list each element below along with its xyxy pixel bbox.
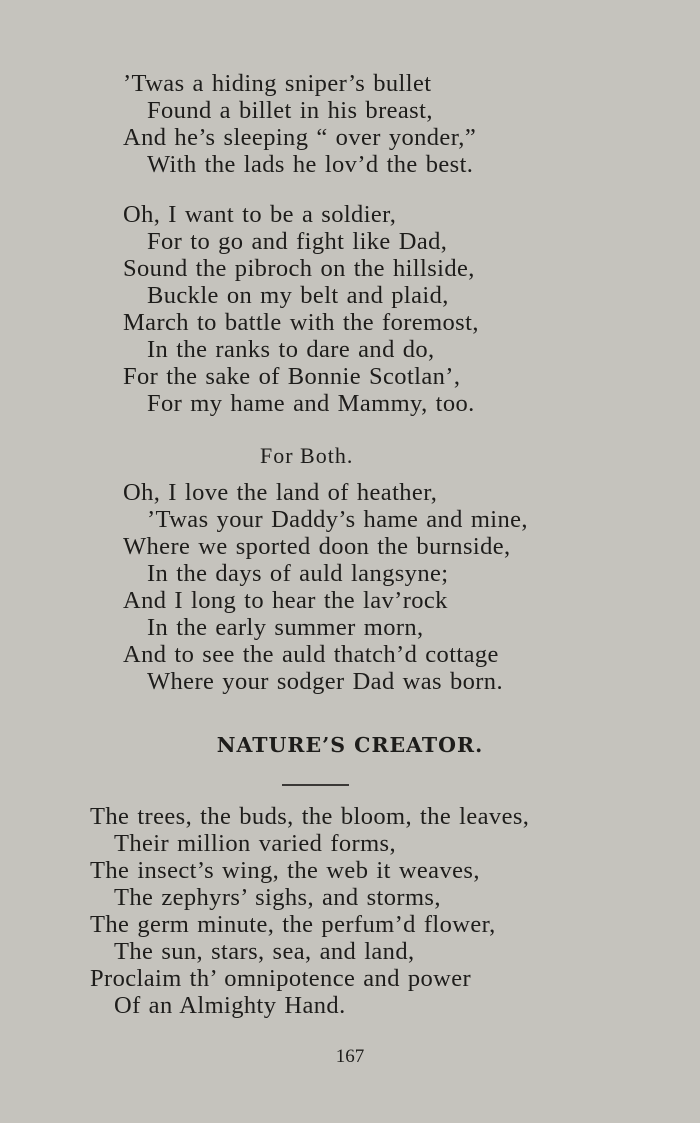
poem-line: Their million varied forms, xyxy=(114,830,397,857)
poem-line: The trees, the buds, the bloom, the leaves, xyxy=(90,803,530,830)
poem-line: In the ranks to dare and do, xyxy=(147,336,435,363)
poem-line: And he’s sleeping “ over yonder,” xyxy=(123,124,477,151)
poem-line: With the lads he lov’d the best. xyxy=(147,151,474,178)
poem-line: March to battle with the foremost, xyxy=(123,309,479,336)
poem-line: The sun, stars, sea, and land, xyxy=(114,938,415,965)
poem-line: In the days of auld langsyne; xyxy=(147,560,449,587)
poem-line: Of an Almighty Hand. xyxy=(114,992,346,1019)
poem-title: NATURE’S CREATOR. xyxy=(216,733,484,757)
poem-line: And I long to hear the lav’rock xyxy=(123,587,448,614)
poem-line: The germ minute, the perfum’d flower, xyxy=(90,911,496,938)
poem-line: For the sake of Bonnie Scotlan’, xyxy=(123,363,461,390)
poem-line: The insect’s wing, the web it weaves, xyxy=(90,857,480,884)
poem-line: ’Twas a hiding sniper’s bullet xyxy=(123,70,432,97)
poem-line: The zephyrs’ sighs, and storms, xyxy=(114,884,441,911)
page-number: 167 xyxy=(335,1046,365,1067)
poem-line: And to see the auld thatch’d cottage xyxy=(123,641,499,668)
poem-line: For my hame and Mammy, too. xyxy=(147,390,475,417)
section-heading-for-both: For Both. xyxy=(260,443,354,468)
title-divider xyxy=(282,784,349,786)
poem-line: Oh, I love the land of heather, xyxy=(123,479,438,506)
poem-line: Sound the pibroch on the hillside, xyxy=(123,255,475,282)
poem-line: Buckle on my belt and plaid, xyxy=(147,282,449,309)
poem-line: Where your sodger Dad was born. xyxy=(147,668,503,695)
poem-line: For to go and fight like Dad, xyxy=(147,228,448,255)
poem-line: Proclaim th’ omnipotence and power xyxy=(90,965,472,992)
poem-line: Found a billet in his breast, xyxy=(147,97,433,124)
poem-line: Where we sported doon the burnside, xyxy=(123,533,511,560)
poem-line: In the early summer morn, xyxy=(147,614,424,641)
poem-line: ’Twas your Daddy’s hame and mine, xyxy=(147,506,528,533)
poem-line: Oh, I want to be a soldier, xyxy=(123,201,397,228)
